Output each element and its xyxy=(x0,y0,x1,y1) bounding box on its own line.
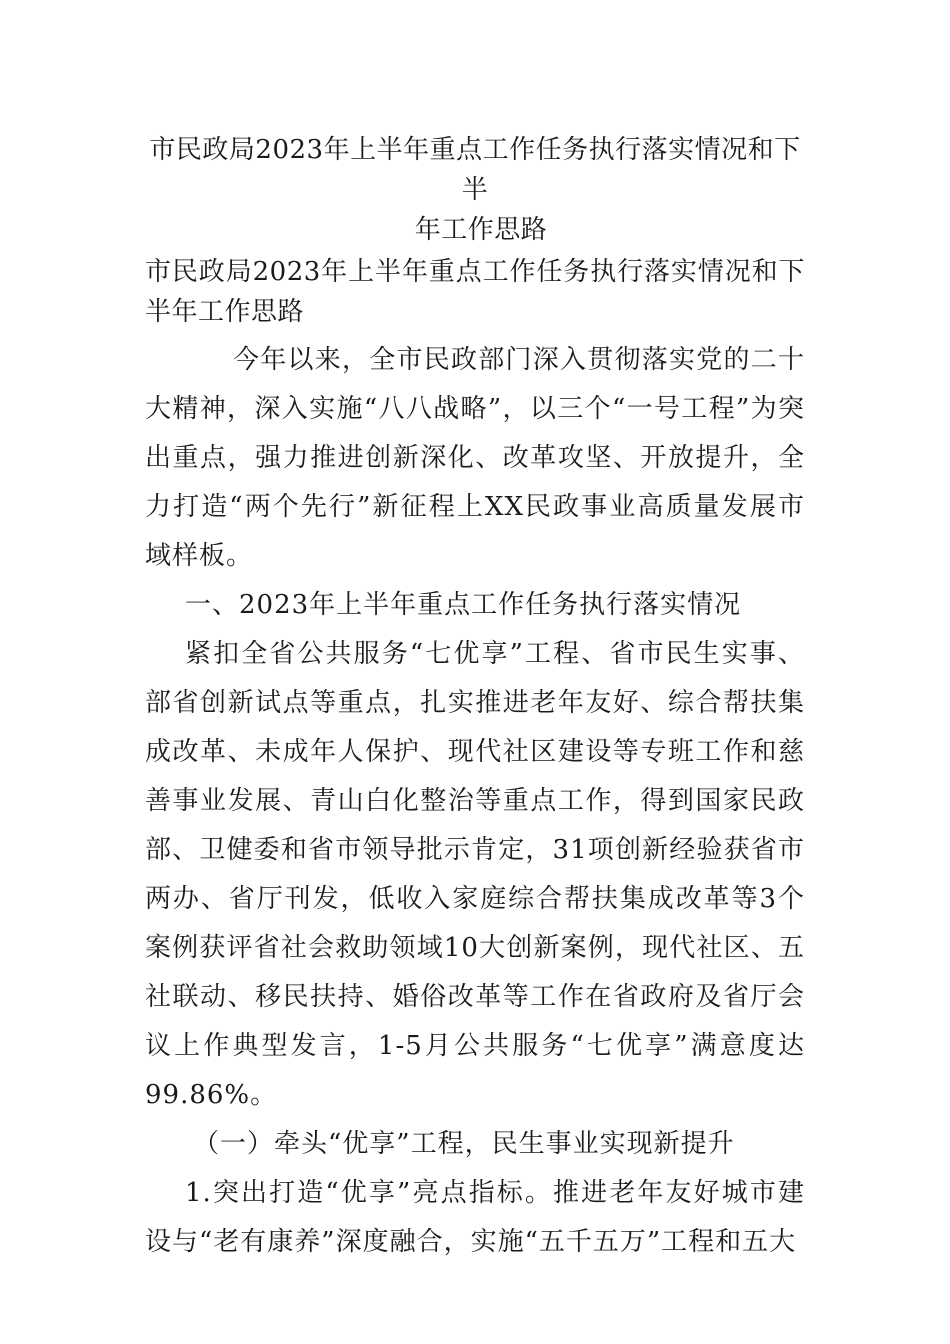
document-title-line-1: 市民政局2023年上半年重点工作任务执行落实情况和下半 xyxy=(149,135,801,205)
document-page xyxy=(145,130,805,1267)
intro-paragraph: 今年以来，全市民政部门深入贯彻落实党的二十大精神，深入实施“八八战略”，以三个“一号工程”为突出重点，强力推进创新深化、改革攻坚、开放提升，全力打造“两个先行”新征程上XX民政事业高质量发展市域样板。 xyxy=(145,345,805,571)
item-1-paragraph: 1.突出打造“优享”亮点指标。推进老年友好城市建设与“老有康养”深度融合，实施“五千五万”工程和五大 xyxy=(145,1178,805,1257)
document-title xyxy=(145,130,805,250)
document-subtitle: 市民政局2023年上半年重点工作任务执行落实情况和下半年工作思路 xyxy=(145,257,805,327)
subsection-1-heading: （一）牵头“优享”工程，民生事业实现新提升 xyxy=(193,1129,735,1159)
section-1-heading: 一、2023年上半年重点工作任务执行落实情况 xyxy=(185,590,742,620)
document-title-line-2: 年工作思路 xyxy=(414,215,548,245)
section-1-body: 紧扣全省公共服务“七优享”工程、省市民生实事、部省创新试点等重点，扎实推进老年友好、综合帮扶集成改革、未成年人保护、现代社区建设等专班工作和慈善事业发展、青山白化整治等重点工作，得到国家民政部、卫健委和省市领导批示肯定，31项创新经验获省市两办、省厅刊发，低收入家庭综合帮扶集成改革等3个案例获评省社会救助领域10大创新案例，现代社区、五社联动、移民扶持、婚俗改革等工作在省政府及省厅会议上作典型发言，1-5月公共服务“七优享”满意度达99.86%。 xyxy=(145,639,805,1110)
